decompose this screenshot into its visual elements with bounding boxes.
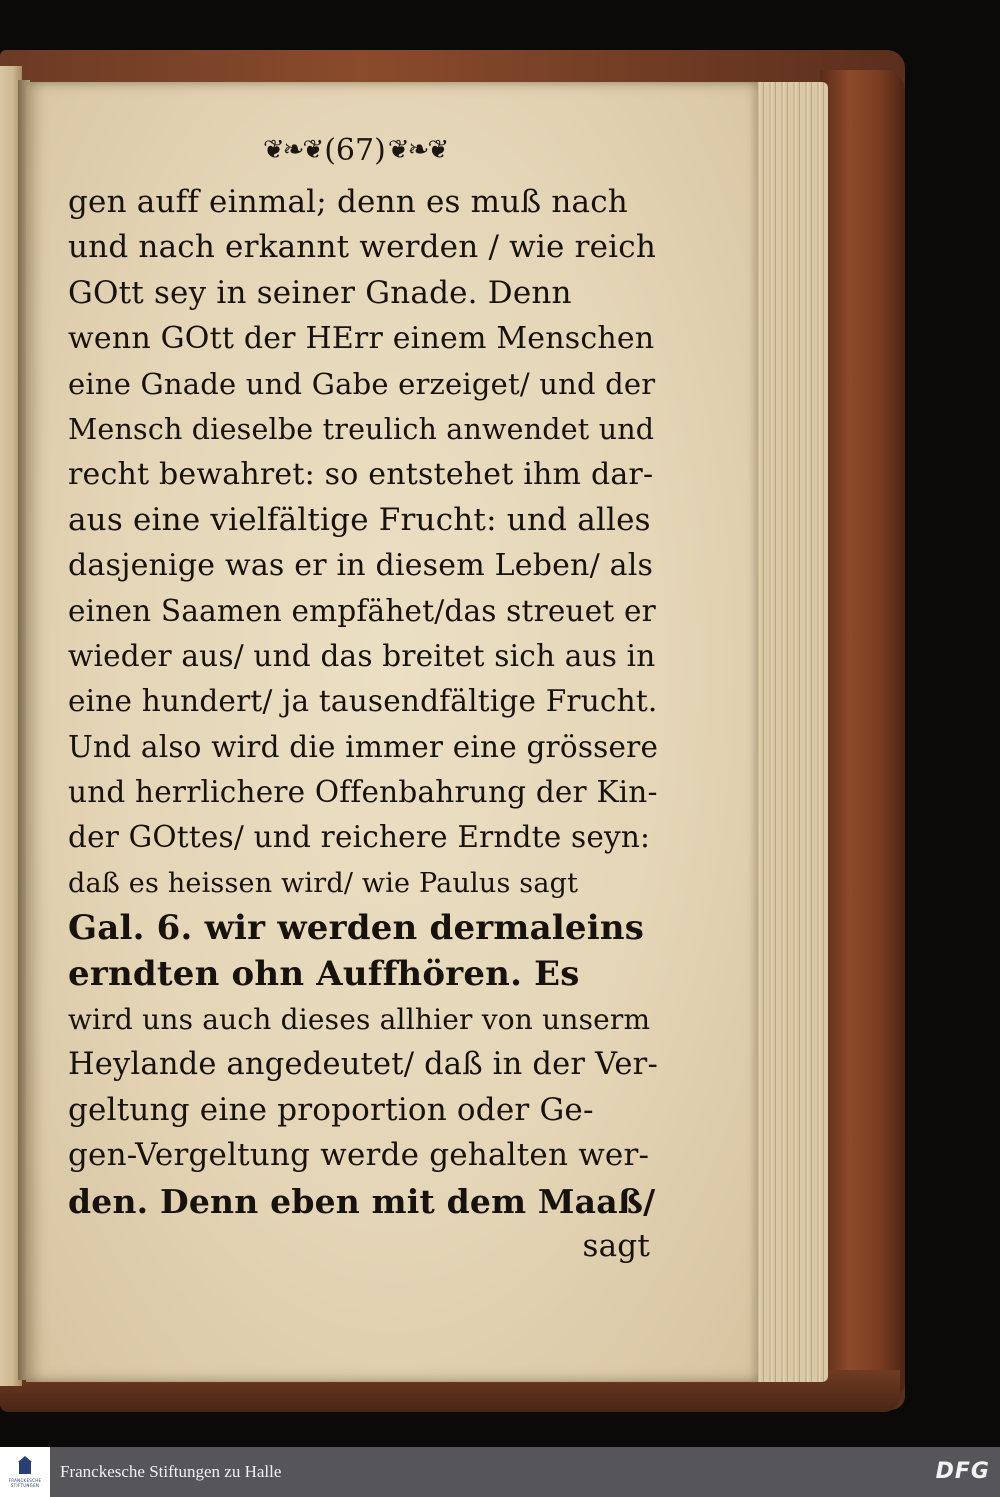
text-line: und nach erkannt werden / wie reich [68,229,656,266]
text-line: Und also wird die immer eine grössere [68,729,659,764]
text-line: eine Gnade und Gabe erzeiget/ und der [68,366,656,401]
ornament-left-icon: ❦❧❦ [262,135,323,165]
text-line: und herrlichere Offenbahrung der Kin- [68,775,658,810]
text-line: daß es heissen wird/ wie Paulus sagt [68,867,579,899]
text-line: recht bewahret: so entstehet ihm dar- [68,457,654,493]
text-line: der GOttes/ und reichere Erndte seyn: [68,820,651,855]
text-line: Heylande angedeutet/ daß in der Ver- [68,1047,658,1083]
ornament-right-icon: ❦❧❦ [387,135,448,165]
page-header [250,128,460,172]
page-edges [752,82,828,1382]
text-line: aus eine vielfältige Frucht: und alles [68,501,651,538]
text-line: Mensch dieselbe treulich anwendet und [68,412,655,446]
institution-name[interactable]: Franckesche Stiftungen zu Halle [60,1462,282,1481]
text-line: gen auff einmal; denn es muß nach [68,184,628,220]
building-icon [16,1456,34,1476]
logo-text: FRANCKESCHE STIFTUNGEN [8,1478,42,1488]
page-number: (67) [324,132,386,168]
institution-logo[interactable] [0,1447,50,1497]
text-line: einen Saamen empfähet/das streuet er [68,593,656,628]
catchword: sagt [582,1227,650,1264]
text-line: gen-Vergeltung werde gehalten wer- [68,1137,650,1174]
text-line: wird uns auch dieses allhier von unserm [68,1003,651,1037]
book-cover-edge [820,70,905,1400]
text-line: dasjenige was er in diesem Leben/ als [68,548,654,584]
text-line-emphasis: den. Denn eben mit dem Maaß/ [68,1181,656,1221]
text-line: geltung eine proportion oder Ge- [68,1091,594,1128]
text-line: wieder aus/ und das breitet sich aus in [68,638,656,673]
text-line: eine hundert/ ja tausendfältige Frucht. [68,684,658,719]
text-line-emphasis: erndten ohn Auffhören. Es [68,953,580,994]
footer-bar [0,1447,1000,1497]
text-line: wenn GOtt der HErr einem Menschen [68,321,655,357]
dfg-logo[interactable]: DFG [935,1459,990,1484]
text-line: GOtt sey in seiner Gnade. Denn [68,274,572,311]
text-line-emphasis: Gal. 6. wir werden dermaleins [68,908,645,949]
page-text [68,180,658,1269]
